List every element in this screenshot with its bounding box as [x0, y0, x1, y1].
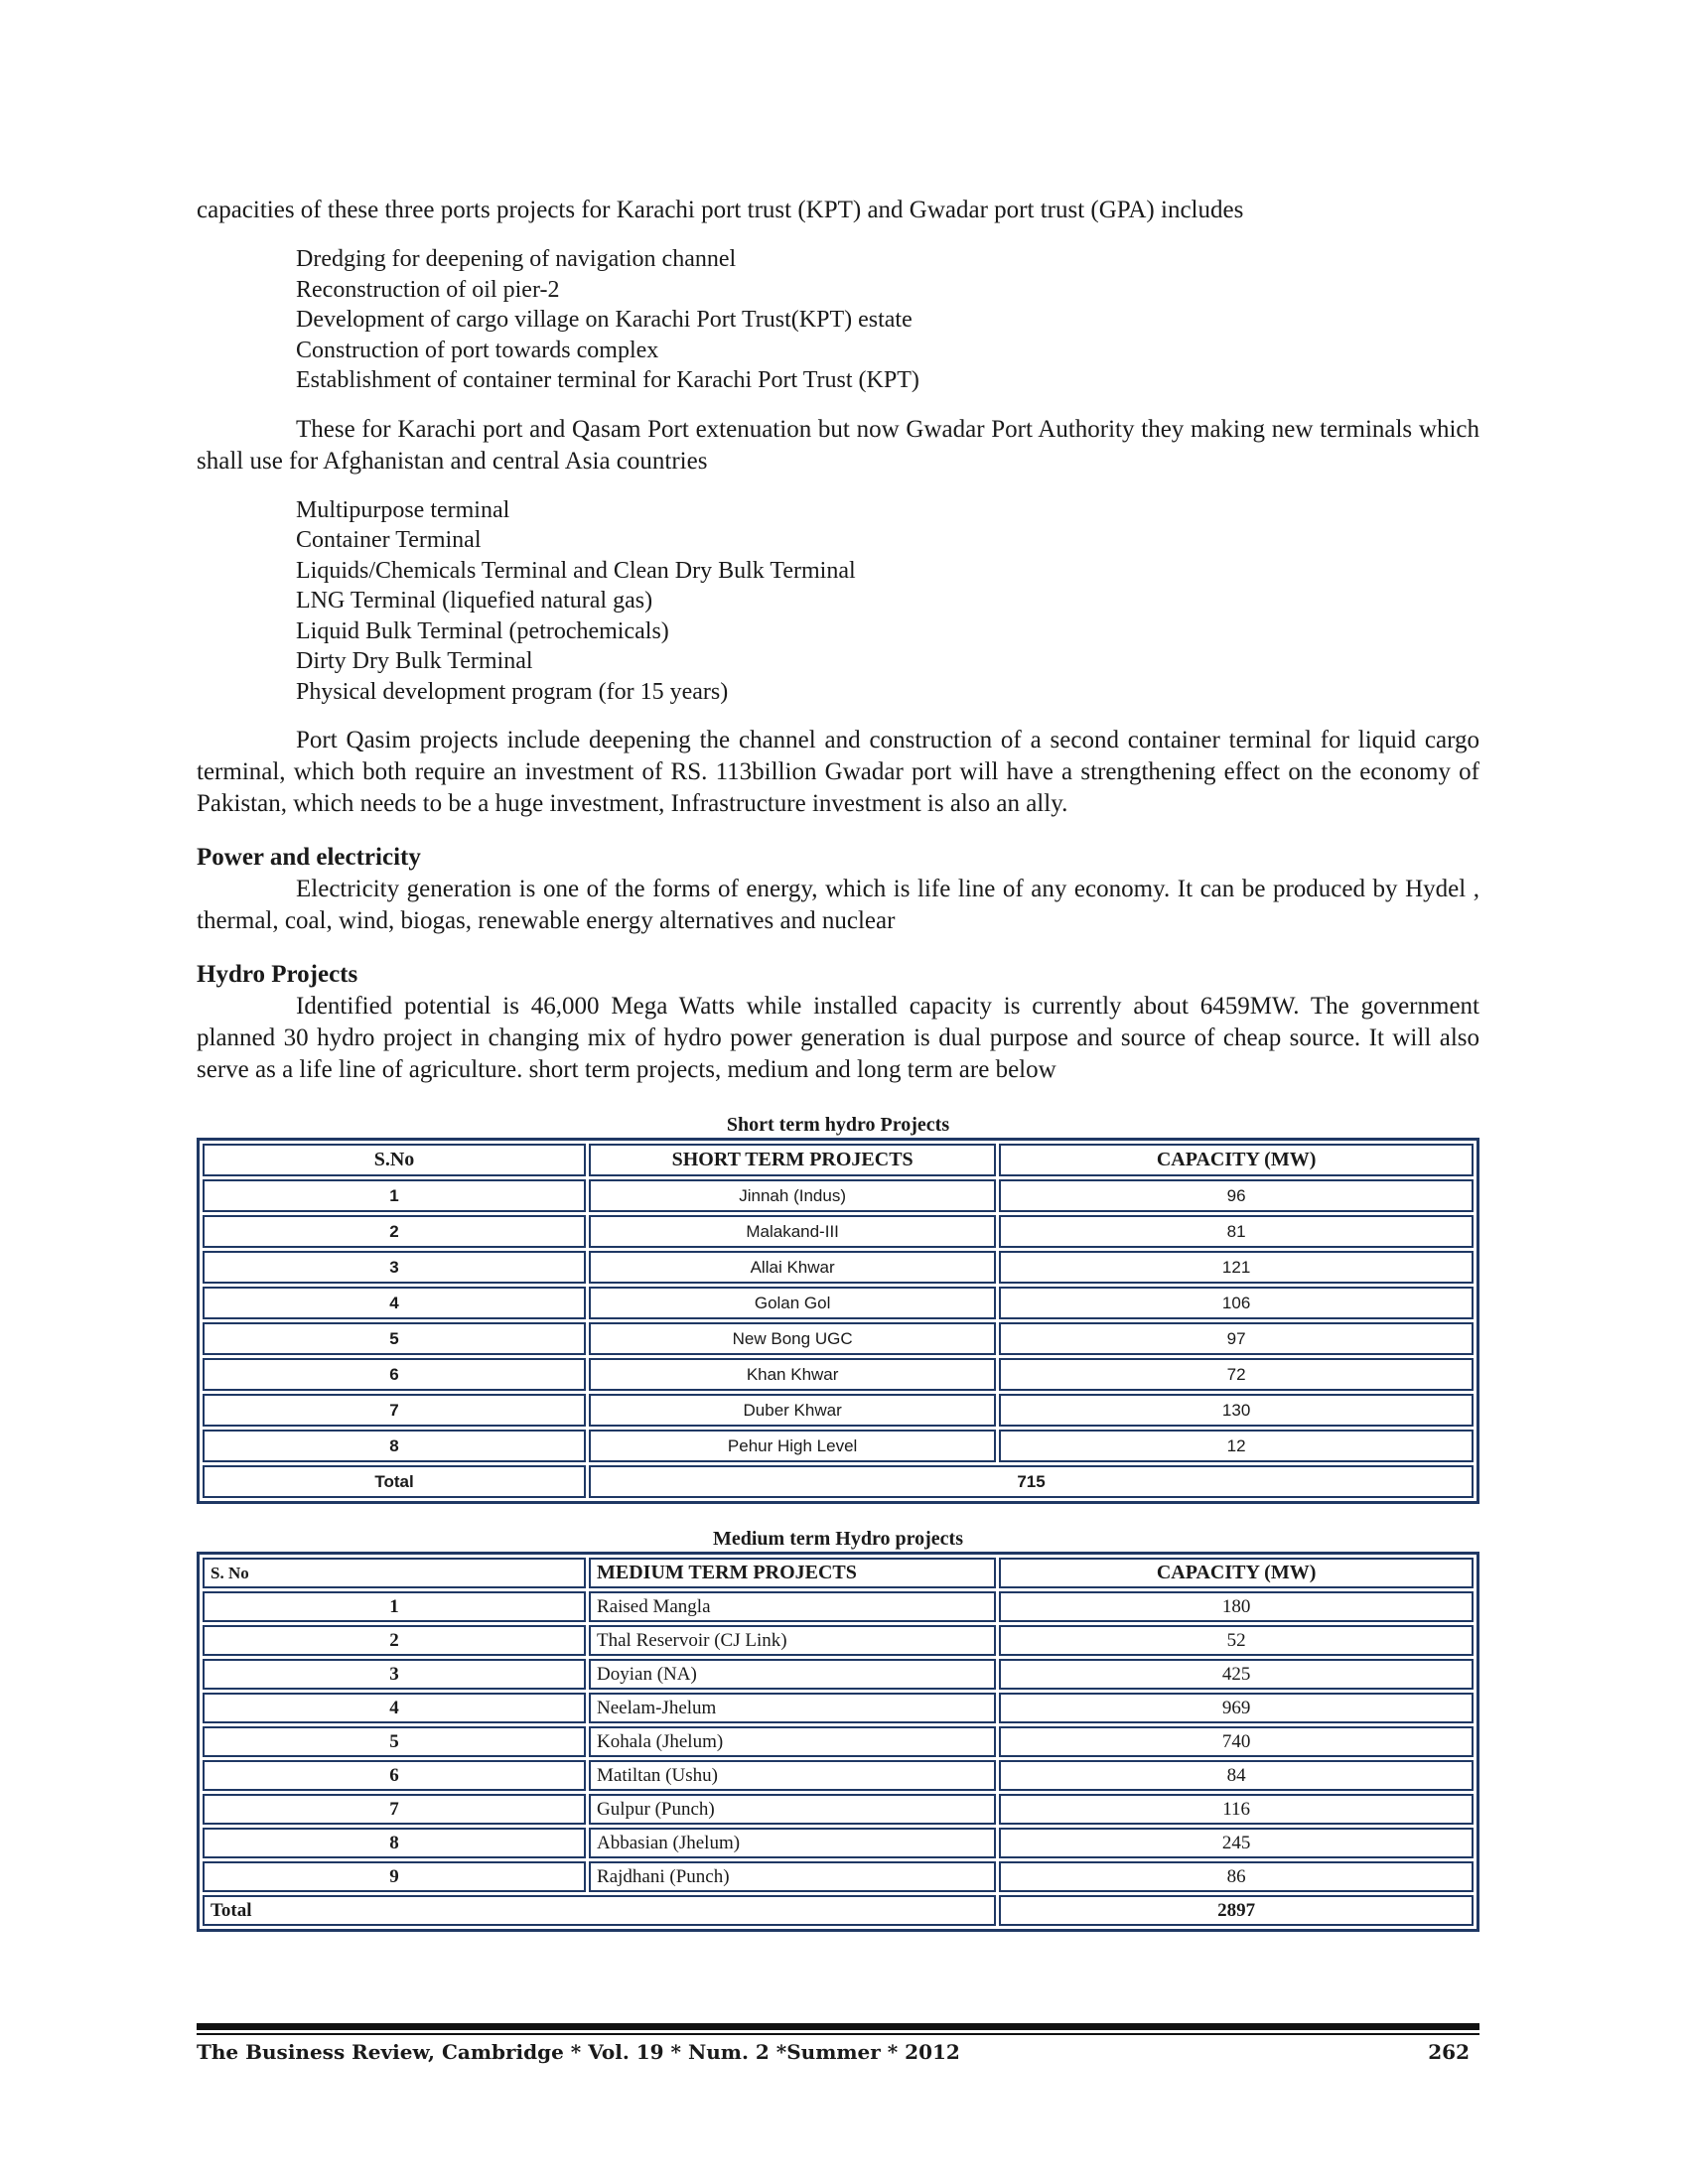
table-row — [203, 1287, 1474, 1319]
project-name: Jinnah (Indus) — [589, 1179, 996, 1212]
table-total-row — [203, 1895, 1474, 1926]
hydro-heading: Hydro Projects — [197, 961, 358, 988]
project-name: Kohala (Jhelum) — [589, 1726, 996, 1757]
medium-term-table — [197, 1552, 1479, 1932]
table-row — [203, 1726, 1474, 1757]
list-item: Liquid Bulk Terminal (petrochemicals) — [296, 617, 669, 644]
capacity: 84 — [999, 1760, 1474, 1791]
medium-table-caption: Medium term Hydro projects — [713, 1528, 963, 1550]
row-number: 1 — [203, 1591, 586, 1622]
list-item: Container Terminal — [296, 527, 482, 553]
short-term-table — [197, 1138, 1479, 1504]
capacity: 425 — [999, 1659, 1474, 1690]
table-row — [203, 1861, 1474, 1892]
power-heading: Power and electricity — [197, 844, 421, 871]
list-item: Physical development program (for 15 years) — [296, 678, 729, 705]
capacity: 86 — [999, 1861, 1474, 1892]
row-number: 4 — [203, 1693, 586, 1723]
project-name: Pehur High Level — [589, 1430, 996, 1462]
power-paragraph: Electricity generation is one of the forms of energy, which is life line of any economy. It can be produced by Hydel , thermal, coal, wind, biogas, renewable energy alternatives and nuclear — [197, 876, 1479, 934]
list-item: Multipurpose terminal — [296, 496, 510, 523]
total-label: Total — [203, 1895, 996, 1926]
total-value: 715 — [589, 1465, 1474, 1498]
page-number: 262 — [1428, 2040, 1470, 2064]
project-name: New Bong UGC — [589, 1322, 996, 1355]
row-number: 7 — [203, 1394, 586, 1427]
hydro-paragraph: Identified potential is 46,000 Mega Watts while installed capacity is currently about 6459MW. The government planned 30 hydro project in changing mix of hydro power generation is dual purpose and source of cheap source. It will also serve as a life line of agriculture. short term projects, medium and long term are below — [197, 993, 1479, 1083]
table-row — [203, 1828, 1474, 1858]
capacity: 121 — [999, 1251, 1474, 1284]
project-name: Gulpur (Punch) — [589, 1794, 996, 1825]
column-header: MEDIUM TERM PROJECTS — [589, 1558, 996, 1588]
port-projects-list — [197, 244, 1479, 396]
table-row — [203, 1693, 1474, 1723]
row-number: 3 — [203, 1251, 586, 1284]
row-number: 4 — [203, 1287, 586, 1319]
table-row — [203, 1322, 1474, 1355]
column-header: SHORT TERM PROJECTS — [589, 1144, 996, 1176]
project-name: Malakand-III — [589, 1215, 996, 1248]
capacity: 97 — [999, 1322, 1474, 1355]
table-row — [203, 1659, 1474, 1690]
project-name: Allai Khwar — [589, 1251, 996, 1284]
project-name: Thal Reservoir (CJ Link) — [589, 1625, 996, 1656]
column-header: CAPACITY (MW) — [999, 1144, 1474, 1176]
page-body — [197, 195, 1479, 1932]
table-header-row — [203, 1144, 1474, 1176]
row-number: 2 — [203, 1215, 586, 1248]
port-qasim-paragraph: Port Qasim projects include deepening the channel and construction of a second container terminal for liquid cargo terminal, which both require an investment of RS. 113billion Gwadar port will have a strengthening effect on the economy of Pakistan, which needs to be a huge investment, Infrastructure investment is also an ally. — [197, 727, 1479, 817]
capacity: 81 — [999, 1215, 1474, 1248]
journal-citation: The Business Review, Cambridge * Vol. 19 * Num. 2 *Summer * 2012 — [197, 2040, 960, 2064]
short-table-caption: Short term hydro Projects — [726, 1114, 950, 1136]
capacity: 969 — [999, 1693, 1474, 1723]
project-name: Raised Mangla — [589, 1591, 996, 1622]
project-name: Golan Gol — [589, 1287, 996, 1319]
capacity: 12 — [999, 1430, 1474, 1462]
list-item: Dredging for deepening of navigation channel — [296, 246, 737, 272]
table-row — [203, 1394, 1474, 1427]
total-label: Total — [203, 1465, 586, 1498]
table-row — [203, 1625, 1474, 1656]
row-number: 8 — [203, 1828, 586, 1858]
row-number: 5 — [203, 1726, 586, 1757]
capacity: 96 — [999, 1179, 1474, 1212]
capacity: 130 — [999, 1394, 1474, 1427]
capacity: 106 — [999, 1287, 1474, 1319]
list-item: Dirty Dry Bulk Terminal — [296, 648, 533, 674]
capacity: 740 — [999, 1726, 1474, 1757]
table-row — [203, 1215, 1474, 1248]
project-name: Rajdhani (Punch) — [589, 1861, 996, 1892]
table-row — [203, 1794, 1474, 1825]
table-header-row — [203, 1558, 1474, 1588]
project-name: Doyian (NA) — [589, 1659, 996, 1690]
project-name: Khan Khwar — [589, 1358, 996, 1391]
table-row — [203, 1591, 1474, 1622]
row-number: 1 — [203, 1179, 586, 1212]
page-footer — [197, 2037, 1470, 2067]
list-item: Construction of port towards complex — [296, 337, 659, 363]
gwadar-paragraph: These for Karachi port and Qasam Port extenuation but now Gwadar Port Authority they making new terminals which shall use for Afghanistan and central Asia countries — [197, 415, 1479, 475]
capacity: 180 — [999, 1591, 1474, 1622]
row-number: 3 — [203, 1659, 586, 1690]
capacity: 52 — [999, 1625, 1474, 1656]
table-row — [203, 1760, 1474, 1791]
table-row — [203, 1358, 1474, 1391]
intro-paragraph: capacities of these three ports projects for Karachi port trust (KPT) and Gwadar port trust (GPA) includes — [197, 197, 1244, 223]
table-row — [203, 1179, 1474, 1212]
list-item: Establishment of container terminal for Karachi Port Trust (KPT) — [296, 367, 919, 393]
project-name: Abbasian (Jhelum) — [589, 1828, 996, 1858]
column-header: S.No — [203, 1144, 586, 1176]
project-name: Duber Khwar — [589, 1394, 996, 1427]
project-name: Matiltan (Ushu) — [589, 1760, 996, 1791]
table-row — [203, 1430, 1474, 1462]
total-value: 2897 — [999, 1895, 1474, 1926]
terminals-list — [197, 495, 1479, 708]
list-item: Development of cargo village on Karachi Port Trust(KPT) estate — [296, 307, 913, 333]
table-total-row — [203, 1465, 1474, 1498]
row-number: 2 — [203, 1625, 586, 1656]
capacity: 72 — [999, 1358, 1474, 1391]
column-header: S. No — [203, 1558, 586, 1588]
capacity: 245 — [999, 1828, 1474, 1858]
table-row — [203, 1251, 1474, 1284]
row-number: 6 — [203, 1358, 586, 1391]
column-header: CAPACITY (MW) — [999, 1558, 1474, 1588]
footer-rule — [197, 2023, 1479, 2035]
row-number: 5 — [203, 1322, 586, 1355]
list-item: Reconstruction of oil pier-2 — [296, 276, 560, 303]
row-number: 7 — [203, 1794, 586, 1825]
row-number: 9 — [203, 1861, 586, 1892]
list-item: Liquids/Chemicals Terminal and Clean Dry Bulk Terminal — [296, 557, 856, 584]
list-item: LNG Terminal (liquefied natural gas) — [296, 588, 653, 614]
row-number: 6 — [203, 1760, 586, 1791]
row-number: 8 — [203, 1430, 586, 1462]
project-name: Neelam-Jhelum — [589, 1693, 996, 1723]
capacity: 116 — [999, 1794, 1474, 1825]
